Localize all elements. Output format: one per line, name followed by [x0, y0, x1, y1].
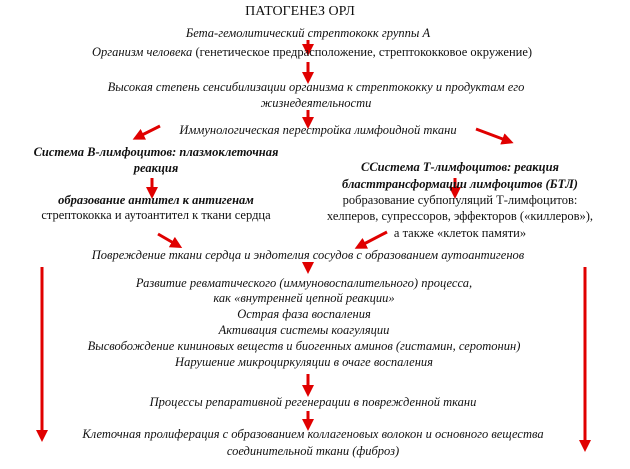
b-system-result: стрептококка и аутоантител к ткани сердца — [41, 208, 271, 222]
regeneration-text: Процессы репаративной регенерации в поврежденной ткани — [149, 395, 477, 409]
b-system-title: Система В-лимфоцитов: плазмоклеточная — [33, 145, 279, 159]
sensitization-line: Высокая степень сенсибилизации организма к стрептококку и продуктам его — [107, 80, 525, 94]
organism-label: Организм человека — [91, 45, 193, 59]
arrow-left-diag — [138, 126, 160, 137]
immuno-text: Иммунологическая перестройка лимфоидной ткани — [179, 123, 457, 137]
agent-text: Бета-гемолитический стрептококк группы А — [185, 26, 431, 40]
b-system-title: реакция — [133, 161, 179, 175]
organism-text — [92, 45, 532, 59]
process-line: Нарушение микроциркуляции в очаге воспаления — [175, 355, 433, 369]
sensitization-line: жизнедеятельности — [260, 96, 372, 110]
proliferation-line: Клеточная пролиферация с образованием коллагеновых волокон и основного вещества — [82, 427, 544, 441]
t-system-result: хелперов, супрессоров, эффекторов («киллеров»), — [326, 209, 594, 223]
process-line: Высвобождение кининовых веществ и биогенных аминов (гистамин, серотонин) — [87, 339, 521, 353]
process-line: как «внутренней цепной реакции» — [213, 291, 395, 305]
t-system-title: ССистема Т-лимфоцитов: реакция — [361, 160, 559, 174]
t-system-title: бласттрансформации лимфоцитов (БТЛ) — [342, 177, 578, 191]
b-system-result-bold: образование антител к антигенам — [58, 193, 254, 207]
organism-detail: (генетическое предрасположение, стрептококковое окружение) — [192, 45, 533, 59]
arrow-diag — [360, 232, 387, 246]
arrow-diag — [158, 234, 177, 245]
process-line: Острая фаза воспаления — [237, 307, 371, 321]
diagram-title: ПАТОГЕНЕЗ ОРЛ — [245, 4, 355, 19]
t-system-result: а также «клеток памяти» — [393, 226, 527, 240]
damage-text: Повреждение ткани сердца и эндотелия сосудов с образованием аутоантигенов — [91, 248, 525, 262]
process-line: Активация системы коагуляции — [218, 323, 390, 337]
process-line: Развитие ревматического (иммуновоспалительного) процесса, — [135, 276, 473, 290]
t-system-result: робразование субпопуляций Т-лимфоцитов: — [342, 193, 578, 207]
proliferation-line: соединительной ткани (фиброз) — [226, 444, 400, 458]
arrow-right-diag — [476, 129, 508, 141]
